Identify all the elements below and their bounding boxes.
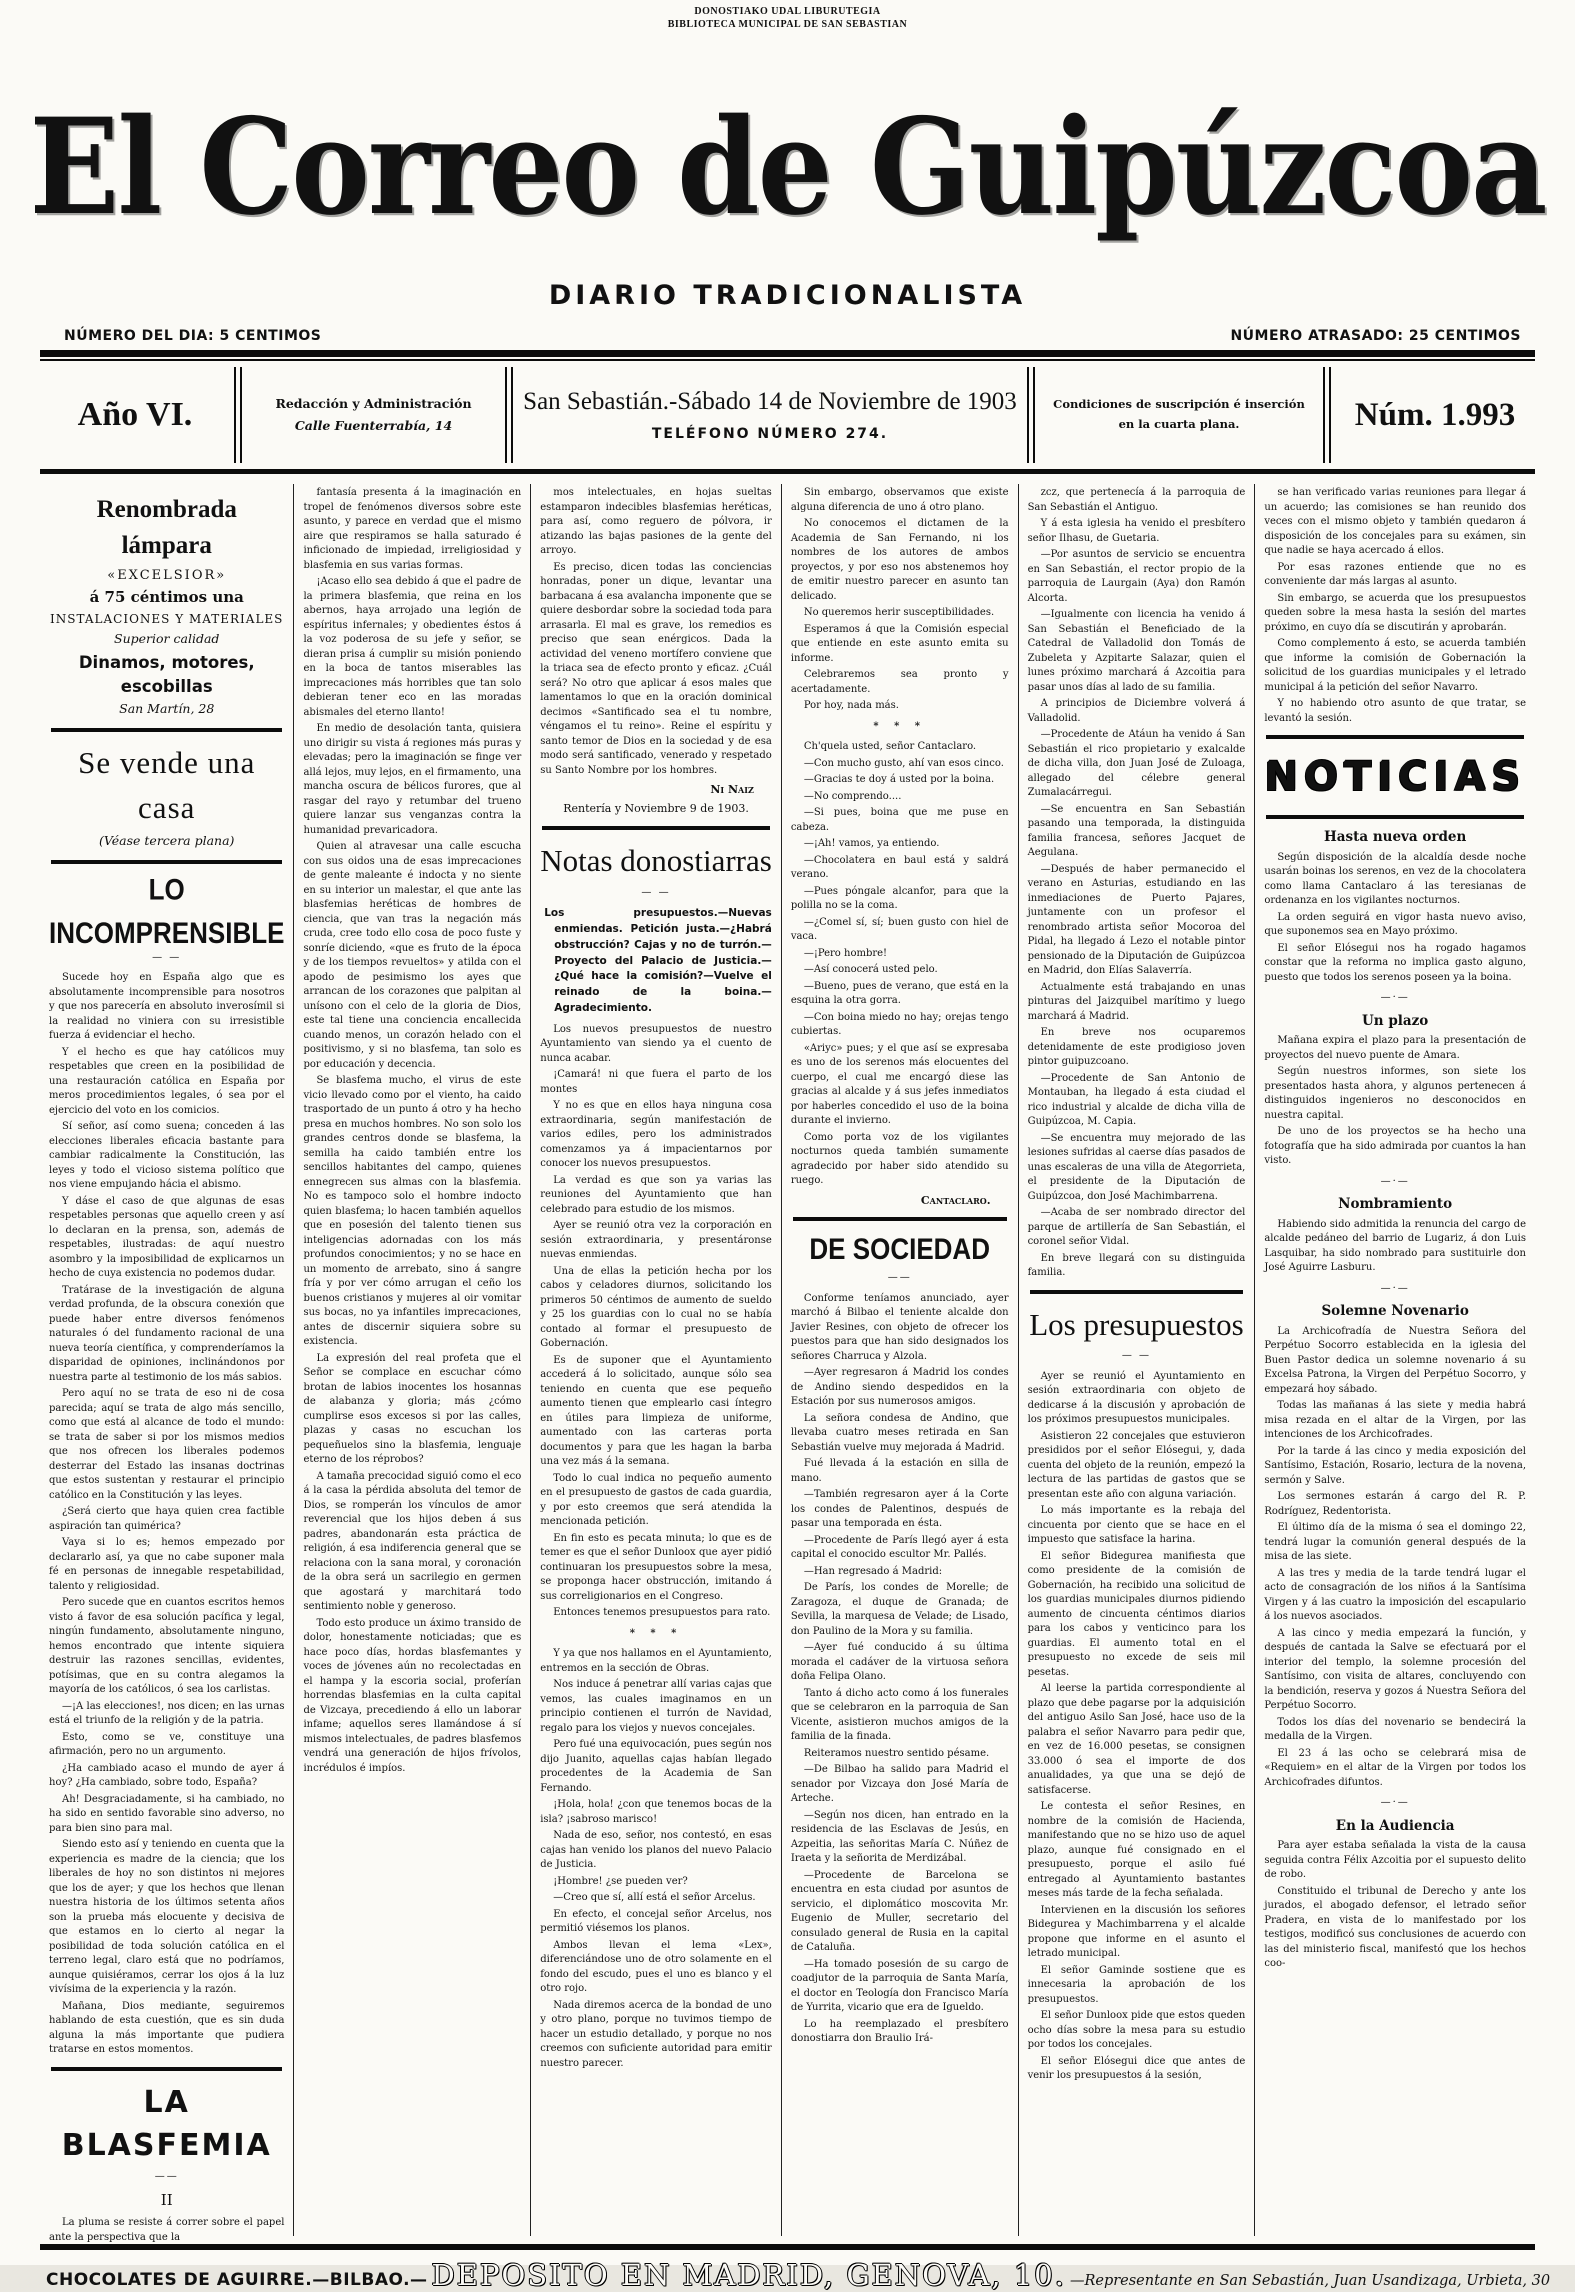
paragraph: El último día de la misma ó sea el domingo 22, tendrá lugar la comunión general después de la misa de las siete.: [1264, 1522, 1526, 1563]
column-6: [1254, 484, 1535, 2236]
paragraph: —Según nos dicen, han entrado en la residencia de las Esclavas de Jesús, en Azpeitia, las señoritas María C. Núñez de Iraeta y la señorita de Merdizábal.: [790, 1809, 1009, 1865]
paragraph: A las cinco y media empezará la función, y después de cantada la Salve se efectuará por el interior del templo, la solemne procesión del Santísimo, con visita de altares, concluyendo con la bendición, reserva y gozos á Nuestra Señora del Perpétuo Socorro.: [1264, 1627, 1526, 1712]
paragraph: A tamaña precocidad siguió como el eco á la casa la pérdida absoluta del temor de Dios, se romperán los vínculos de amor reverencial que los hijos deben á sus padres, abandonarán esta práctica de religión, á esa indiferencia general que se relaciona con la sana moral, y coronación de la obra será un sacrilegio en germen que agostará y marchitará todo sentimiento noble y generoso.: [303, 1470, 522, 1612]
paragraph: —Con mucho gusto, ahí van esos cinco.: [803, 757, 1004, 769]
paragraph: Y dáse el caso de que algunas de esas respetables personas que aquello creen y así lo declaran en la prensa, son, además de respetables, ilustradas: de aquí nuestro asombro y la imposibilidad de explicarnos un hecho de cuya existencia no podemos dudar.: [49, 1195, 285, 1280]
issue-date-box: [517, 367, 1023, 463]
divider: [40, 350, 1535, 361]
paragraph: En medio de desolación tanta, quisiera uno dirigir su vista á regiones más puras y elevadas; pero la imaginación se finge ver allá lejos, muy lejos, en el firmamento, una mancha oscura de bélicos furores, que al rasgar del rayo y retumbar del trueno quiere lanzar sus venganzas contra la humanidad prevaricadora.: [303, 723, 522, 836]
headline-lo-incomprensible: LO INCOMPRENSIBLE: [49, 871, 285, 950]
paragraph: Sí señor, así como suena; conceden á las elecciones liberales eficacia bastante para cambiar radicalmente la Constitución, las leyes y todo el vicioso sistema político que nos viene empujando hácia el abismo.: [49, 1121, 285, 1191]
paragraph: Quien al atravesar una calle escucha con sus oidos una de esas imprecaciones de gente maleante é indocta y no siente en su interior un malestar, el que ante las blasfemias heréticas de hombres de ciencia, que van tras la negación más cruda, cree todo ello cosa de poco fuste y sonríe diciendo, «que es fruto de la época y de los tiempos revueltos» y atilda con el apodo de pesimismo los ayes que arrancan de los corazones que palpitan al unísono con el celo de la gloria de Dios, este tal tiene una conciencia encallecida cuando menos, un corazón helado con el positivismo, y si no blasfema, tan solo es por educación y decencia.: [303, 841, 522, 1070]
ad-lamp-line: INSTALACIONES Y MATERIALES: [50, 612, 284, 627]
library-stamp: [0, 0, 1575, 31]
paragraph: Intervienen en la discusión los señores Bidegurea y Machimbarrena y el alcalde propone que informe en el asunto el letrado municipal.: [1027, 1904, 1246, 1960]
paragraph: ¡Camará! ni que fuera el parto de los montes: [540, 1069, 772, 1095]
admin-line1: Redacción y Administración: [275, 395, 472, 411]
section-number: II: [160, 2191, 173, 2210]
price-back-issue: NÚMERO ATRASADO: 25 CENTIMOS: [1230, 328, 1521, 344]
paragraph: —También regresaron ayer á la Corte los condes de Palentinos, después de pasar una temporada en ésta.: [790, 1489, 1009, 1530]
paragraph: —Si pues, boina que me puse en cabeza.: [790, 807, 1009, 833]
paragraph: —De Bilbao ha salido para Madrid el senador por Vizcaya don José María de Arteche.: [790, 1764, 1009, 1805]
paragraph: Conforme teníamos anunciado, ayer marchó á Bilbao el teniente alcalde don Javier Resines, con objeto de ofrecer los puestos para que han sido designados los señores Charruca y Alzola.: [790, 1292, 1009, 1362]
paragraph: Según disposición de la alcaldía desde noche usarán boinas los serenos, en vez de la chocolatera como llama Cantaclaro á las teresianas de ordenanza en los vigilantes nocturnos.: [1264, 851, 1526, 907]
ornament: * * *: [629, 1627, 683, 1639]
masthead: [0, 59, 1575, 274]
paragraph: —Procedente de San Antonio de Montauban, ha llegado á esta ciudad el rico industrial y alcalde de dicha villa de Guipúzcoa, M. Capia.: [1027, 1072, 1246, 1127]
ad-lamp-line: Superior calidad: [114, 631, 220, 647]
paragraph: Sin embargo, se acuerda que los presupuestos queden sobre la mesa hasta la sesión del martes próximo, en cuyo día se discutirán y aprobarán.: [1264, 592, 1526, 633]
paragraph: El señor Elósegui dice que antes de venir los presupuestos á la sesión,: [1027, 2055, 1246, 2082]
rule: [793, 1217, 1007, 1221]
paragraph: Al leerse la partida correspondiente al plazo que debe pagarse por la adquisición del antiguo Asilo San José, hace uso de la palabra el señor Navarro para pedir que, en vez de 16.000 pesetas, se consignen 33.000 ó sea el importe de dos anualidades, ya que una se dejó de satisfacerse.: [1027, 1683, 1246, 1796]
issue-date: San Sebastián.-Sábado 14 de Noviembre de 1903: [523, 388, 1017, 415]
ornament: —·—: [1380, 992, 1410, 1004]
paragraph: Como complemento á esto, se acuerda también que informe la comisión de Gobernación la solicitud de los guardias municipales y el letrado municipal á la petición del señor Navarro.: [1264, 638, 1526, 693]
ad-lamp-line: Dinamos, motores, escobillas: [78, 652, 255, 696]
ornament: — —: [1121, 1350, 1152, 1362]
paragraph: ¿Ha cambiado acaso el mundo de ayer á hoy? ¿Ha cambiado, sobre todo, España?: [49, 1762, 285, 1789]
newspaper-title: El Correo de Guipúzcoa: [29, 88, 1546, 245]
paragraph: —Se encuentra en San Sebastián pasando una temporada, la distinguida familia francesa, señores Jacquet de Aegulana.: [1027, 803, 1246, 858]
paragraph: —Ha tomado posesión de su cargo de coadjutor de la parroquia de Santa María, el doctor en Teología don Francisco María de Yurrita, vicario que era de Igueldo.: [790, 1958, 1009, 2014]
subtitle-band: [46, 280, 1529, 346]
divider: [234, 367, 242, 463]
paragraph: —Creo que sí, allí está el señor Arcelus.: [553, 1892, 756, 1904]
paragraph: Es preciso, dicen todas las conciencias honradas, poner un dique, levantar una barbacana á esa avalancha imponente que se quiere desbordar sobre la sociedad toda para arrasarla. El mal es grave, los remedios es preciso que sean enérgicos. Dada la actividad del veneno mortífero conviene que la triaca sea de efecto pronto y eficaz. ¿Cuál será? No otro que aplicar á esos males que lamentamos lo que en la oración dominical decimos «Santificado sea el tu nombre, véngamos el tu reino». Reine el espíritu y santo temor de Dios en la sociedad y de esa modo será santificado, venerado y respetado su Santo Nombre por los hombres.: [540, 561, 772, 776]
paragraph: Y no es que en ellos haya ninguna cosa extraordinaria, según manifestación de varios ediles, pero los administrados comenzamos ya á impacientarnos por conocer los nuevos presupuestos.: [540, 1100, 772, 1170]
paragraph: Entonces tenemos presupuestos para rato.: [553, 1607, 771, 1619]
paragraph: —Procedente de París llegó ayer á esta capital el conocido escultor Mr. Pallés.: [790, 1534, 1009, 1561]
ornament: —·—: [1380, 1175, 1410, 1187]
headline-los-presupuestos: Los presupuestos: [1029, 1306, 1244, 1342]
paragraph: Esperamos á que la Comisión especial que entiende en este asunto emita su informe.: [790, 623, 1009, 664]
paragraph: Vaya si lo es; hemos empezado por declararlo así, ya que no cabe suponer mala fé en personas de innegable respetabilidad, talento y religiosidad.: [49, 1537, 285, 1592]
ornament: ——: [887, 1272, 912, 1284]
paragraph: Y el hecho es que hay católicos muy respetables que creen en la posibilidad de una restauración católica en España por meros procedimientos legales, ó sea por el ejercicio del voto en los comicios.: [49, 1046, 285, 1116]
ornament: —·—: [1380, 1797, 1410, 1809]
paragraph: Todo lo cual indica no pequeño aumento en el presupuesto de gastos de cada guardia, y por esto creemos que será atendida la mencionada petición.: [540, 1472, 772, 1528]
admin-address: [246, 367, 501, 463]
footer-ad-representative: —Representante en San Sebastián, Juan Usandizaga, Urbieta, 30: [1069, 2273, 1551, 2289]
rule: [542, 826, 770, 830]
paragraph: —Acaba de ser nombrado director del parque de artillería de San Sebastián, el coronel señor Vidal.: [1027, 1207, 1246, 1247]
column-1: [40, 484, 293, 2243]
newspaper-subtitle: DIARIO TRADICIONALISTA: [548, 280, 1027, 311]
paragraph: Ambos llevan el lema «Lex», diferenciándose uno de otro solamente en el fondo del escudo, pues el uno es blanco y el otro rojo.: [540, 1939, 772, 1995]
paragraph: —¡Ah! vamos, ya entiendo.: [803, 838, 940, 849]
paragraph: Todos los días del novenario se bendecirá la medalla de la Virgen.: [1264, 1716, 1526, 1743]
rule: [51, 2067, 282, 2071]
rule: [51, 728, 282, 732]
paragraph: ¡Hola, hola! ¿con que tenemos bocas de la isla? ¡sabroso marisco!: [540, 1799, 772, 1825]
paragraph: —No comprendo....: [803, 790, 902, 802]
paragraph: Ah! Desgraciadamente, si ha cambiado, no ha sido en sentido favorable sino adverso, no para bien sino para mal.: [49, 1793, 285, 1834]
paragraph: —Después de haber permanecido el verano en Asturias, estudiando en las inmediaciones de Puerto Pajares, juntamente con un profesor el renombrado artista señor Mocoroa del Pidal, ha llegado á Lezo el notable pintor pensionado de la Diputación de Guipúzcoa en Madrid, don Elías Salaverría.: [1027, 863, 1246, 976]
paragraph: Según nuestros informes, son siete los presentados hasta ahora, y algunos pertenecen á distinguidos ingenieros no desconocidos en nuestra capital.: [1264, 1066, 1526, 1121]
paragraph: La señora condesa de Andino, que llevaba cuatro meses retirada en San Sebastián vuelve muy mejorada á Madrid.: [790, 1412, 1009, 1453]
paragraph: Actualmente está trabajando en unas pinturas del Jaizquibel marítimo y luego marchará á Madrid.: [1027, 981, 1246, 1022]
paragraph: Y no habiendo otro asunto de que tratar, se levantó la sesión.: [1264, 698, 1526, 724]
headline-la-blasfemia: LA BLASFEMIA: [61, 2084, 272, 2164]
article-dateline: Rentería y Noviembre 9 de 1903.: [563, 801, 749, 815]
paragraph: De uno de los proyectos se ha hecho una fotografía que ha sido admirada por cuantos la han visto.: [1264, 1126, 1526, 1167]
paragraph: Ch'quela usted, señor Cantaclaro.: [803, 741, 977, 752]
paragraph: Sucede hoy en España algo que es absolutamente incomprensible para nosotros y que nos parecería en absoluto inverosímil si la realidad no viniera con su irresistible fuerza á evidenciar el hecho.: [49, 972, 285, 1042]
paragraph: En breve nos ocuparemos detenidamente de este prodigioso joven pintor guipuzcoano.: [1027, 1027, 1246, 1067]
paragraph: —Así conocerá usted pelo.: [803, 964, 938, 975]
paragraph: La Archicofradía de Nuestra Señora del Perpétuo Socorro establecida en la iglesia del Buen Pastor dedica un solemne novenario á su Excelsa Patrona, la Virgen del Perpétuo Socorro, y empezará hoy sábado.: [1264, 1325, 1526, 1395]
divider: [505, 367, 513, 463]
paragraph: Y ya que nos hallamos en el Ayuntamiento, entremos en la sección de Obras.: [540, 1648, 772, 1674]
headline-noticias: NOTICIAS: [1264, 754, 1526, 800]
paragraph: Esto, como se ve, constituye una afirmación, pero no un argumento.: [49, 1731, 285, 1758]
paragraph: —Igualmente con licencia ha venido á San Sebastián el Beneficiado de la Catedral de Valladolid don Tomás de Zubeleta y Azpitarte Salazar, quien el lunes próximo marchará á Azcoitia para pasar unos días al lado de su familia.: [1027, 609, 1246, 693]
paragraph: Como porta voz de los vigilantes nocturnos queda también sumamente agradecido por haber sido atendido su ruego.: [790, 1131, 1009, 1186]
paragraph: El señor Bidegurea manifiesta que como presidente de la comisión de Gobernación, ha recibido una solicitud de los guardias municipales diurnos pidiendo aumento de cincuenta céntimos diarios para los cabos y venticinco para los guardias. El aumento total en el presupuesto no excede de seis mil pesetas.: [1027, 1550, 1246, 1678]
paragraph: Lo más importante es la rebaja del cincuenta por ciento que se hace en el impuesto que satisface la harina.: [1027, 1505, 1246, 1546]
paragraph: Celebraremos sea pronto y acertadamente.: [790, 669, 1009, 695]
ad-lamp-brand: «EXCELSIOR»: [107, 567, 227, 583]
paragraph: —Gracias te doy á usted por la boina.: [803, 774, 995, 785]
subscription-conditions: [1039, 367, 1319, 463]
telephone-number: TELÉFONO NÚMERO 274.: [651, 426, 889, 442]
paragraph: El señor Gaminde sostiene que es innecesaria la aprobación de los presupuestos.: [1027, 1964, 1246, 2005]
paragraph: En fin esto es pecata minuta; lo que es de temer es que el señor Dunloox que ayer pidió continuaran los presupuestos sobre la mesa, se proponga hacer obstrucción, imitando á sus correligionarios en el Congreso.: [540, 1532, 772, 1602]
price-of-day: NÚMERO DEL DIA: 5 CENTIMOS: [64, 328, 322, 344]
admin-line2: Calle Fuenterrabía, 14: [294, 418, 453, 433]
paragraph: Pero fué una equivocación, pues según nos dijo Juanito, aquellas cajas habían llegado procedentes de la Academia de San Fernando.: [540, 1739, 772, 1794]
paragraph: La pluma se resiste á correr sobre el papel ante la perspectiva que la: [49, 2217, 285, 2243]
paragraph: —¡Pero hombre!: [803, 947, 888, 959]
paragraph: Pero aquí no se trata de eso ni de cosa parecida; aquí se trata de algo más sencillo, como que está al alcance de todo el mundo: se trata de saber si por los mismos medios que nos ofrecen los liberales podemos desterrar del Estado las insanas doctrinas que estos sustentan y restaurar el principio católico en la Constitución y las leyes.: [49, 1388, 285, 1501]
divider: [1027, 367, 1035, 463]
column-2: [293, 484, 530, 2236]
ad-lamp-address: San Martín, 28: [119, 701, 215, 717]
ornament: ——: [154, 2170, 179, 2182]
paragraph: El 23 á las ocho se celebrará misa de «Requiem» en el altar de la Virgen por todos los Archicofrades difuntos.: [1264, 1747, 1526, 1788]
ad-house-title: Se vende una casa: [78, 744, 256, 825]
footer-ad: [46, 2258, 1551, 2292]
paragraph: —¡A las elecciones!, nos dicen; en las urnas está el triunfo de la religión y de la patria.: [49, 1700, 285, 1727]
issue-number: Núm. 1.993: [1354, 396, 1516, 433]
library-stamp-line1: DONOSTIAKO UDAL LIBURUTEGIA: [694, 6, 881, 17]
paragraph: Mañana, Dios mediante, seguiremos hablando de esta cuestión, que es sin duda alguna la más importante que pudiera tratarse en estos momentos.: [49, 2000, 285, 2056]
paragraph: Nos induce á penetrar allí varias cajas que vemos, las cuales imaginamos en un principio contienen el turrón de Navidad, regalo para los viejos y nuevos concejales.: [540, 1679, 772, 1734]
year-label: Año VI.: [77, 396, 193, 433]
column-5: [1018, 484, 1255, 2236]
conditions-line1: Condiciones de suscripción é inserción: [1053, 397, 1305, 412]
ad-lamp-price: á 75 céntimos una: [89, 588, 244, 607]
paragraph: —Han regresado á Madrid:: [803, 1565, 943, 1577]
paragraph: Habiendo sido admitida la renuncia del cargo de alcalde pedáneo del barrio de Lugariz, á don Luis Lasquibar, ha sido nombrado para sustituirle don José Aguirre Lasburu.: [1264, 1218, 1526, 1274]
paragraph: Lo ha reemplazado el presbítero donostiarra don Braulio Irá-: [790, 2018, 1009, 2045]
paragraph: Siendo esto así y teniendo en cuenta que la experiencia es madre de la ciencia; que los liberales de hoy no son distintos ni mejores que los de ayer; y que los hechos que llenan nuestra historia de los últimos setenta años son la prueba más elocuente y decisiva de que estamos en lo cierto al negar la posibilidad de toda solución católica en el terreno legal, claro está que no podríamos, aunque quisiéramos, cerrar los ojos á la luz vivísima de la experiencia y la razón.: [49, 1839, 285, 1996]
paragraph: Reiteramos nuestro sentido pésame.: [803, 1747, 990, 1759]
page-columns: [40, 484, 1535, 2243]
paragraph: En efecto, el concejal señor Arcelus, nos permitió viésemos los planos.: [540, 1908, 772, 1935]
paragraph: ¡Acaso ello sea debido á que el padre de la primera blasfemia, que reina en los abernos, haya arrojado una legión de espíritus infernales; y obedientes éstos á la voz poderosa de su jefe y señor, se dieran prisa á cumplir su misión poniendo en la boca de tantos miserables las imprecaciones más horribles que tan solo debieran tener eco en las moradas abismales del eterno llanto!: [303, 576, 522, 718]
footer-ad-deposit: DEPOSITO EN MADRID, GENOVA, 10.: [431, 2258, 1066, 2292]
paragraph: Por hoy, nada más.: [803, 700, 899, 711]
paragraph: Por esas razones entiende que no es conveniente dar más largas al asunto.: [1264, 561, 1526, 587]
paragraph: —Procedente de Barcelona se encuentra en esta ciudad por asuntos de servicio, el diplomático moscovita Mr. Eugenio de Muller, secretario del consulado general de Rusia en la capital de Cataluña.: [790, 1869, 1009, 1954]
ornament: — —: [641, 886, 671, 898]
paragraph: Los sermones estarán á cargo del R. P. Rodríguez, Redentorista.: [1264, 1491, 1526, 1517]
paragraph: Pero sucede que en cuantos escritos hemos visto á favor de esa solución pacífica y legal, ningún fundamento, absolutamente ninguno, hemos encontrado que intente siquiera destruir las razones sencillas, evidentes, potísimas, que en su contra alegamos la mayoría de los católicos, ó sea los carlistas.: [49, 1597, 285, 1696]
column-4: [781, 484, 1018, 2236]
paragraph: «Ariyc» pues; y el que así se expresaba es uno de los serenos más elocuentes del cuerpo, el cual me encargó diese las gracias al alcalde y á sus jefes inmediatos por haberles concedido el uso de la boina durante el invierno.: [790, 1042, 1009, 1126]
paragraph: ¡Hombre! ¿se pueden ver?: [553, 1875, 688, 1887]
subhead-un-plazo: Un plazo: [1362, 1012, 1429, 1029]
paragraph: Todo esto produce un áximo transido de dolor, honestamente noticiadas; que es hace poco días, hordas blasfemantes y voces de jóvenes aún no recolectadas en el hampa y la escoria social, proferían horrendas blasfemias en la culta capital de Vizcaya, precediendo á ello un laborar infame; aquellos seres llamándose á sí mismos intelectuales, de padres blasfemos vendrá una generación de hijos frívolos, incrédulos é impíos.: [303, 1617, 522, 1774]
rule: [1030, 1290, 1244, 1294]
paragraph: El señor Dunloox pide que estos queden ocho días sobre la mesa para su estudio por todos los concejales.: [1027, 2010, 1246, 2051]
signature: Ni Naiz: [710, 783, 754, 796]
article-summary: Los presupuestos.—Nuevas enmiendas. Petición justa.—¿Habrá obstrucción? Cajas y no de turrón.—Proyecto del Palacio de Justicia.—¿Qué hace la comisión?—Vuelve el reinado de la boina.—Agradecimiento.: [544, 907, 772, 1014]
signature: Cantaclaro.: [920, 1193, 991, 1207]
paragraph: ¿Será cierto que haya quien crea factible aspiración tan quimérica?: [49, 1506, 285, 1532]
library-stamp-line2: BIBLIOTECA MUNICIPAL DE SAN SEBASTIAN: [667, 18, 908, 30]
paragraph: Mañana expira el plazo para la presentación de proyectos del nuevo puente de Amara.: [1264, 1035, 1526, 1061]
paragraph: —Pues póngale alcanfor, para que la polilla no se la coma.: [790, 885, 1009, 911]
paragraph: —Por asuntos de servicio se encuentra en San Sebastián, el rector propio de la parroquia de Laurgain (Aya) don Ramón Alcorta.: [1027, 549, 1246, 604]
paragraph: De París, los condes de Morelle; de Zaragoza, el duque de Granada; de Sevilla, la marquesa de Velade; de Lisado, don Paulino de la Mora y su familia.: [790, 1582, 1009, 1637]
ornament: —·—: [1380, 1282, 1410, 1294]
rule: [1266, 735, 1524, 739]
paragraph: —Ayer fué conducido á su última morada el cadáver de la virtuosa señora doña Felipa Olano.: [790, 1642, 1009, 1683]
paragraph: Por la tarde á las cinco y media exposición del Santísimo, Estación, Rosario, lectura de la novena, sermón y Salve.: [1264, 1445, 1526, 1486]
paragraph: —¿Comel sí, sí; buen gusto con hiel de vaca.: [790, 916, 1009, 942]
paragraph: Ayer se reunió el Ayuntamiento en sesión extraordinaria con objeto de dedicarse á la discusión y aprobación de los próximos presupuestos municipales.: [1027, 1370, 1246, 1426]
paragraph: —Chocolatera en baul está y saldrá verano.: [790, 854, 1009, 880]
divider: [40, 469, 1535, 474]
ornament: — —: [152, 951, 182, 963]
paragraph: Fué llevada á la estación en silla de mano.: [790, 1458, 1009, 1484]
paragraph: El señor Elósegui nos ha rogado hagamos constar que la reforma no implica gasto alguno, puesto que todos los serenos poseen ya la boina.: [1264, 942, 1526, 983]
ad-lamp-title: Renombrada lámpara: [96, 496, 237, 560]
paragraph: A las tres y media de la tarde tendrá lugar el acto de consagración de los niños á la Santísima Virgen y á las cuatro la imposición del escapulario á los nuevos asociados.: [1264, 1567, 1526, 1623]
paragraph: Ayer se reunió otra vez la corporación en sesión extraordinaria, y presentáronse nuevas enmiendas.: [540, 1220, 772, 1261]
headline-de-sociedad: DE SOCIEDAD: [809, 1232, 990, 1267]
paragraph: La verdad es que son ya varias las reuniones del Ayuntamiento que han celebrado para estudio de los mismos.: [540, 1174, 772, 1215]
paragraph: No queremos herir susceptibilidades.: [803, 607, 995, 618]
paragraph: —Bueno, pues de verano, que está en la esquina la otra gorra.: [790, 980, 1009, 1006]
ad-house-note: (Véase tercera plana): [99, 833, 235, 849]
paragraph: Constituido el tribunal de Derecho y ante los jurados, el abogado defensor, el letrado señor Pradera, en vista de lo manifestado por los testigos, modificó sus conclusiones de acuerdo con las del ministerio fiscal, manifestó que los hechos coo-: [1264, 1885, 1526, 1970]
paragraph: A principios de Diciembre volverá á Valladolid.: [1027, 698, 1246, 724]
paragraph: Una de ellas la petición hecha por los cabos y celadores diurnos, solicitando los primeros 50 céntimos de aumento de sueldo y 25 los guardias con lo cual no se había contado al formar el presupuesto de Gobernación.: [540, 1265, 772, 1350]
column-3: [530, 484, 781, 2236]
subhead-en-la-audiencia: En la Audiencia: [1335, 1817, 1455, 1834]
paragraph: No conocemos el dictamen de la Academia de San Fernando, ni los nombres de los autores de ambos proyectos, y por eso nos abstenemos hoy de emitir nuestro parecer en asunto tan delicado.: [790, 518, 1009, 602]
ornament: * * *: [873, 720, 927, 732]
paragraph: Los nuevos presupuestos de nuestro Ayuntamiento van siendo ya el cuento de nunca acabar.: [540, 1023, 772, 1064]
paragraph: Y á esta iglesia ha venido el presbítero señor Ilhasu, de Guetaria.: [1027, 518, 1246, 544]
paragraph: En breve llegará con su distinguida familia.: [1027, 1252, 1246, 1278]
paragraph: La orden seguirá en vigor hasta nuevo aviso, que suponemos sea en Mayo próximo.: [1264, 911, 1526, 938]
paragraph: fantasía presenta á la imaginación en tropel de fenómenos diversos sobre este asunto, y parece en verdad que el mismo aire que respiramos se halla saturado é inficionado de impiedad, irreligiosidad y blasfemia en sus varias formas.: [303, 487, 522, 571]
paragraph: Nada diremos acerca de la bondad de uno y otro plano, porque no tuvimos tiempo de hacer un estudio detallado, y porque no nos creemos con suficiente autoridad para emitir nuestro parecer.: [540, 1999, 772, 2069]
paragraph: —Se encuentra muy mejorado de las lesiones sufridas al caerse días pasados de unas escaleras de una villa de Ategorrieta, el presidente de la Diputación de Guipúzcoa, don José Machimbarrena.: [1027, 1132, 1246, 1202]
paragraph: se han verificado varias reuniones para llegar á un acuerdo; las comisiones se han reunido dos veces con el mismo objeto y también quedaron á disposición de los concejales para su exámen, sin que nadie se haya acercado á ellos.: [1264, 487, 1526, 556]
paragraph: La expresión del real profeta que el Señor se complace en escuchar cómo brotan de labios inocentes los hosannas de alabanza y gloria; más ¿cómo cumplirse esos excesos si por las calles, plazas y casas no escuchan los pequeñuelos sino la blasfemia, lenguaje eterno de los réprobos?: [303, 1352, 522, 1465]
paragraph: Sin embargo, observamos que existe alguna diferencia de uno á otro plano.: [790, 487, 1009, 513]
subhead-nombramiento: Nombramiento: [1338, 1196, 1453, 1213]
paragraph: Todas las mañanas á las siete y media habrá misa rezada en el altar de la Virgen, por las intenciones de los Archicofrades.: [1264, 1400, 1526, 1441]
paragraph: mos intelectuales, en hojas sueltas estamparon indecibles blasfemias heréticas, para así, como reguero de pólvora, ir atizando las bajas pasiones de la gente del arroyo.: [540, 487, 772, 556]
paragraph: —Ayer regresaron á Madrid los condes de Andino siendo despedidos en la Estación por sus numerosos amigos.: [790, 1367, 1009, 1408]
paragraph: Es de suponer que el Ayuntamiento accederá á lo solicitado, aunque sólo sea teniendo en cuenta que ese pequeño aumento tienen que emplearlo casi íntegro en útiles para limpieza de uniforme, aumentado con las carteras porta documentos y para que les hagan la barba una vez más á la semana.: [540, 1354, 772, 1468]
paragraph: Tratárase de la investigación de alguna verdad profunda, de la obscura conexión que puede haber entre diversos fenómenos naturales ó del fundamento racional de una nueva teoría científica, y comprenderíamos la disparidad de opiniones, inclinándonos por nuestra parte al testimonio de los más sabios.: [49, 1284, 285, 1383]
rule: [51, 860, 282, 864]
conditions-line2: en la cuarta plana.: [1118, 417, 1240, 431]
footer-ad-brand: CHOCOLATES DE AGUIRRE.—BILBAO.—: [46, 2270, 428, 2290]
subhead-solemne-novenario: Solemne Novenario: [1321, 1303, 1469, 1320]
paragraph: Tanto á dicho acto como á los funerales que se celebraron en la parroquia de San Vicente, asistieron muchos amigos de la familia de la finada.: [790, 1687, 1009, 1743]
paragraph: Para ayer estaba señalada la vista de la causa seguida contra Félix Azcoitia por el supuesto delito de robo.: [1264, 1840, 1526, 1881]
paragraph: Se blasfema mucho, el virus de este vicio llevado como por el viento, ha caido trasportado de un punto á otro y ha hecho presa en muchos hombres. No son solo los grandes centros donde se blasfema, la semilla ha caido también entre los sencillos habitantes del campo, quienes ennegrecen sus almas con la blasfemia. No es tampoco solo el hombre indocto quien blasfema; lo hacen también aquellos que en posesión del talento tienen sus inteligencias adornadas con los más profundos conocimientos; y no se hace en un momento de arrebato, sino á sangre fría y por ver cómo arrugan el ceño los buenos cristianos y mujeres al oir vomitar sus bocas, no ya infantiles imprecaciones, antes de discernir siquiera sobre su existencia.: [303, 1075, 522, 1347]
rule: [1266, 815, 1524, 819]
divider: [1323, 367, 1331, 463]
paragraph: Nada de eso, señor, nos contestó, en esas cajas han venido los planos del nuevo Palacio de Justicia.: [540, 1830, 772, 1871]
headline-notas-donostiarras: Notas donostiarras: [540, 842, 772, 878]
subhead-hasta-nueva-orden: Hasta nueva orden: [1324, 829, 1467, 845]
paragraph: Le contesta el señor Resines, en nombre de la comisión de Hacienda, manifestando que no se hizo uso de aquel plazo, aunque fué consignado en el presupuesto, porque el asilo fué entregado al Ayuntamiento bastantes meses más tarde de la fecha señalada.: [1027, 1801, 1246, 1900]
paragraph: —Con boina miedo no hay; orejas tengo cubiertas.: [790, 1011, 1009, 1037]
dateline-row: [40, 367, 1535, 463]
paragraph: Asistieron 22 concejales que estuvieron presididos por el señor Elósegui, y, dada cuenta del objeto de la reunión, empezó la lectura de las partidas de gastos que se presentan este año con alguna variación.: [1027, 1430, 1246, 1500]
paragraph: zcz, que pertenecía á la parroquia de San Sebastián el Antiguo.: [1027, 487, 1246, 513]
paragraph: —Procedente de Atáun ha venido á San Sebastián el rico propietario y exalcalde de dicha villa, don Juan José de Zuloaga, allegado del célebre general Zumalacárregui.: [1027, 729, 1246, 798]
